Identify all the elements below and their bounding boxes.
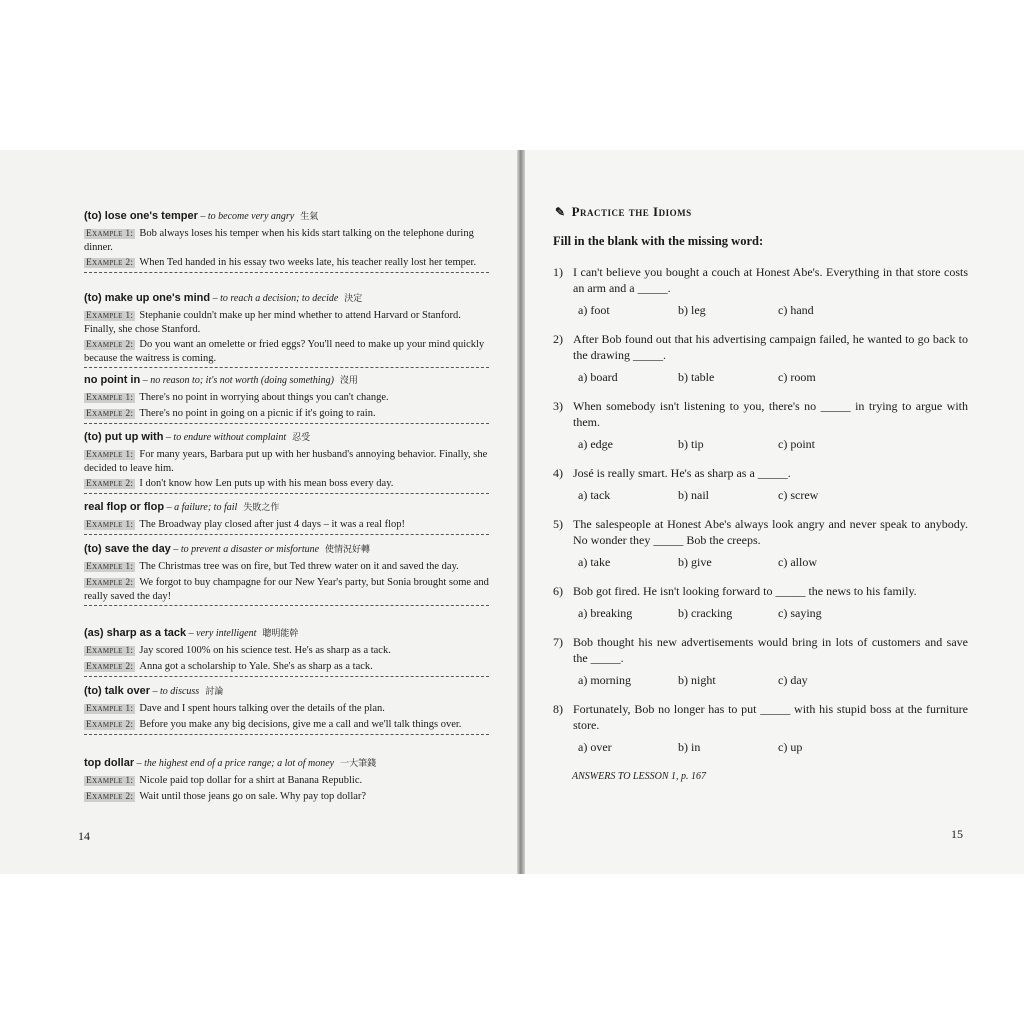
idiom-heading bbox=[84, 626, 489, 642]
option-a: a) breaking bbox=[578, 606, 633, 620]
example-label: Example 2: bbox=[86, 720, 134, 730]
example-text: Dave and I spent hours talking over the details of the plan. bbox=[139, 703, 385, 714]
example-line bbox=[84, 407, 489, 421]
example-label: Example 1: bbox=[86, 520, 134, 530]
idiom-heading bbox=[84, 500, 489, 516]
example-label: Example 2: bbox=[86, 792, 134, 802]
option-a: a) board bbox=[578, 370, 618, 384]
example-text: Anna got a scholarship to Yale. She's as sharp as a tack. bbox=[139, 661, 373, 672]
question-text: Bob thought his new advertisements would bring in lots of customers and save the _____. bbox=[573, 635, 968, 665]
option-c: c) hand bbox=[778, 303, 814, 317]
option-b: b) table bbox=[678, 370, 715, 384]
idiom-heading bbox=[84, 684, 489, 700]
example-line bbox=[84, 227, 489, 254]
example-label: Example 2: bbox=[86, 662, 134, 672]
idiom-heading bbox=[84, 209, 489, 225]
idiom-chinese: 失敗之作 bbox=[243, 503, 280, 513]
example-line bbox=[84, 790, 489, 804]
question-item bbox=[553, 583, 968, 621]
example-line bbox=[84, 338, 489, 365]
page-number-left: 14 bbox=[78, 829, 90, 843]
option-c: c) up bbox=[778, 740, 803, 754]
question-number: 4) bbox=[553, 466, 563, 480]
example-label: Example 2: bbox=[86, 479, 134, 489]
idiom-definition: – to discuss bbox=[150, 686, 200, 697]
idiom-entry bbox=[84, 291, 489, 368]
answer-options bbox=[578, 302, 968, 318]
example-line bbox=[84, 448, 489, 475]
option-c: c) saying bbox=[778, 606, 822, 620]
question-text: Bob got fired. He isn't looking forward to _____ the news to his family. bbox=[573, 584, 917, 598]
example-text: There's no point in worrying about things you can't change. bbox=[139, 392, 389, 403]
question-text: The salespeople at Honest Abe's always look angry and never speak to anybody. No wonder they _____ Bob the creeps. bbox=[573, 517, 968, 547]
example-line bbox=[84, 391, 489, 405]
idiom-heading bbox=[84, 542, 489, 558]
answer-options bbox=[578, 369, 968, 385]
option-b: b) cracking bbox=[678, 606, 733, 620]
example-label: Example 1: bbox=[86, 646, 134, 656]
book-gutter bbox=[517, 150, 525, 874]
example-line bbox=[84, 660, 489, 674]
example-line bbox=[84, 718, 489, 732]
practice-title-text: Practice the Idioms bbox=[571, 204, 692, 219]
question-text: When somebody isn't listening to you, there's no _____ in trying to argue with them. bbox=[573, 399, 968, 429]
question-number: 2) bbox=[553, 332, 563, 346]
idiom-term: (to) make up one's mind bbox=[84, 292, 211, 304]
example-label: Example 1: bbox=[86, 704, 134, 714]
page-number-right: 15 bbox=[951, 827, 963, 841]
question-number: 3) bbox=[553, 399, 563, 413]
option-a: a) edge bbox=[578, 437, 613, 451]
answer-options bbox=[578, 672, 968, 688]
idiom-term: (to) talk over bbox=[84, 685, 151, 697]
example-text: The Christmas tree was on fire, but Ted threw water on it and saved the day. bbox=[139, 561, 459, 572]
option-b: b) leg bbox=[678, 303, 706, 317]
example-label: Example 1: bbox=[86, 393, 134, 403]
example-label: Example 1: bbox=[86, 450, 134, 460]
idiom-entry bbox=[84, 684, 489, 735]
idiom-definition: – to reach a decision; to decide bbox=[210, 293, 339, 304]
example-text: Wait until those jeans go on sale. Why pay top dollar? bbox=[139, 791, 367, 802]
option-b: b) night bbox=[678, 673, 716, 687]
option-c: c) room bbox=[778, 370, 816, 384]
option-b: b) tip bbox=[678, 437, 704, 451]
example-line bbox=[84, 518, 489, 532]
option-c: c) allow bbox=[778, 555, 817, 569]
question-item bbox=[553, 264, 968, 318]
example-label: Example 1: bbox=[86, 229, 134, 239]
idiom-term: no point in bbox=[84, 374, 141, 386]
example-text: Do you want an omelette or fried eggs? You'll need to make up your mind quickly because the waitress is coming. bbox=[84, 339, 485, 364]
idiom-chinese: 一大筆錢 bbox=[340, 759, 377, 769]
example-text: We forgot to buy champagne for our New Year's party, but Sonia brought some and really saved the day! bbox=[84, 577, 489, 602]
answer-options bbox=[578, 605, 968, 621]
question-item bbox=[553, 465, 968, 503]
question-item bbox=[553, 398, 968, 452]
question-number: 1) bbox=[553, 265, 563, 279]
question-text: After Bob found out that his advertising campaign failed, he wanted to go back to the drawing _____. bbox=[573, 332, 968, 362]
option-a: a) over bbox=[578, 740, 612, 754]
question-number: 5) bbox=[553, 517, 563, 531]
idiom-entry bbox=[84, 500, 489, 535]
answers-note: ANSWERS TO LESSON 1, p. 167 bbox=[572, 771, 706, 782]
question-item bbox=[553, 634, 968, 688]
example-text: Nicole paid top dollar for a shirt at Banana Republic. bbox=[139, 775, 363, 786]
instruction: Fill in the blank with the missing word: bbox=[553, 234, 764, 248]
option-c: c) screw bbox=[778, 488, 819, 502]
example-line bbox=[84, 774, 489, 788]
idiom-chinese: 忍受 bbox=[292, 433, 311, 443]
question-number: 6) bbox=[553, 584, 563, 598]
idiom-chinese: 生氣 bbox=[300, 212, 319, 222]
example-line bbox=[84, 477, 489, 491]
idiom-term: (to) lose one's temper bbox=[84, 210, 198, 222]
idiom-term: (to) save the day bbox=[84, 543, 171, 555]
option-b: b) give bbox=[678, 555, 712, 569]
question-text: José is really smart. He's as sharp as a _____. bbox=[573, 466, 791, 480]
idiom-heading bbox=[84, 756, 489, 772]
option-a: a) take bbox=[578, 555, 611, 569]
option-c: c) day bbox=[778, 673, 808, 687]
example-text: I don't know how Len puts up with his mean boss every day. bbox=[139, 478, 394, 489]
example-text: For many years, Barbara put up with her husband's annoying behavior. Finally, she decided to leave him. bbox=[84, 449, 488, 474]
option-a: a) foot bbox=[578, 303, 610, 317]
answer-options bbox=[578, 436, 968, 452]
question-item bbox=[553, 331, 968, 385]
idiom-chinese: 決定 bbox=[344, 294, 363, 304]
idiom-chinese: 沒用 bbox=[339, 376, 358, 386]
idiom-heading bbox=[84, 373, 489, 389]
example-text: There's no point in going on a picnic if it's going to rain. bbox=[139, 408, 376, 419]
example-line bbox=[84, 256, 489, 270]
answer-options bbox=[578, 554, 968, 570]
example-line bbox=[84, 702, 489, 716]
option-b: b) nail bbox=[678, 488, 709, 502]
example-text: Stephanie couldn't make up her mind whether to attend Harvard or Stanford. Finally, she chose Stanford. bbox=[84, 310, 461, 335]
example-text: Bob always loses his temper when his kids start talking on the telephone during dinner. bbox=[84, 228, 474, 253]
question-item bbox=[553, 701, 968, 755]
option-b: b) in bbox=[678, 740, 701, 754]
example-label: Example 1: bbox=[86, 311, 134, 321]
idiom-definition: – to endure without complaint bbox=[163, 432, 287, 443]
question-number: 8) bbox=[553, 702, 563, 716]
idiom-entry bbox=[84, 209, 489, 273]
answer-options bbox=[578, 487, 968, 503]
idiom-definition: – no reason to; it's not worth (doing something) bbox=[140, 375, 334, 386]
example-label: Example 2: bbox=[86, 578, 134, 588]
option-a: a) tack bbox=[578, 488, 611, 502]
idiom-heading bbox=[84, 291, 489, 307]
idiom-definition: – the highest end of a price range; a lot of money bbox=[134, 758, 335, 769]
example-line bbox=[84, 309, 489, 336]
idiom-term: real flop or flop bbox=[84, 501, 165, 513]
idiom-definition: – very intelligent bbox=[186, 628, 257, 639]
answer-options bbox=[578, 739, 968, 755]
idiom-term: (as) sharp as a tack bbox=[84, 627, 187, 639]
idiom-entry bbox=[84, 373, 489, 424]
idiom-definition: – to prevent a disaster or misfortune bbox=[170, 544, 320, 555]
example-label: Example 2: bbox=[86, 409, 134, 419]
idiom-term: (to) put up with bbox=[84, 431, 164, 443]
question-number: 7) bbox=[553, 635, 563, 649]
practice-title bbox=[555, 204, 692, 220]
example-text: The Broadway play closed after just 4 days – it was a real flop! bbox=[139, 519, 405, 530]
right-page bbox=[525, 150, 1024, 874]
example-line bbox=[84, 644, 489, 658]
idiom-definition: – a failure; to fail bbox=[164, 502, 238, 513]
example-text: When Ted handed in his essay two weeks late, his teacher really lost her temper. bbox=[139, 257, 477, 268]
idiom-chinese: 聰明能幹 bbox=[262, 629, 299, 639]
example-line bbox=[84, 560, 489, 574]
example-label: Example 1: bbox=[86, 776, 134, 786]
idiom-definition: – to become very angry bbox=[197, 211, 295, 222]
example-line bbox=[84, 576, 489, 603]
option-a: a) morning bbox=[578, 673, 631, 687]
question-text: Fortunately, Bob no longer has to put _____ with his stupid boss at the furniture store. bbox=[573, 702, 968, 732]
idiom-entry bbox=[84, 430, 489, 494]
idiom-chinese: 討論 bbox=[205, 687, 224, 697]
question-item bbox=[553, 516, 968, 570]
option-c: c) point bbox=[778, 437, 815, 451]
example-text: Before you make any big decisions, give me a call and we'll talk things over. bbox=[139, 719, 462, 730]
question-text: I can't believe you bought a couch at Honest Abe's. Everything in that store costs an arm and a _____. bbox=[573, 265, 968, 295]
idiom-entry bbox=[84, 626, 489, 677]
pencil-icon: ✎ bbox=[555, 205, 566, 219]
example-text: Jay scored 100% on his science test. He's as sharp as a tack. bbox=[139, 645, 391, 656]
idiom-heading bbox=[84, 430, 489, 446]
idiom-entry bbox=[84, 756, 489, 806]
idiom-chinese: 使情況好轉 bbox=[325, 545, 371, 555]
example-label: Example 2: bbox=[86, 258, 134, 268]
example-label: Example 2: bbox=[86, 340, 134, 350]
idiom-term: top dollar bbox=[84, 757, 135, 769]
idiom-entry bbox=[84, 542, 489, 606]
example-label: Example 1: bbox=[86, 562, 134, 572]
